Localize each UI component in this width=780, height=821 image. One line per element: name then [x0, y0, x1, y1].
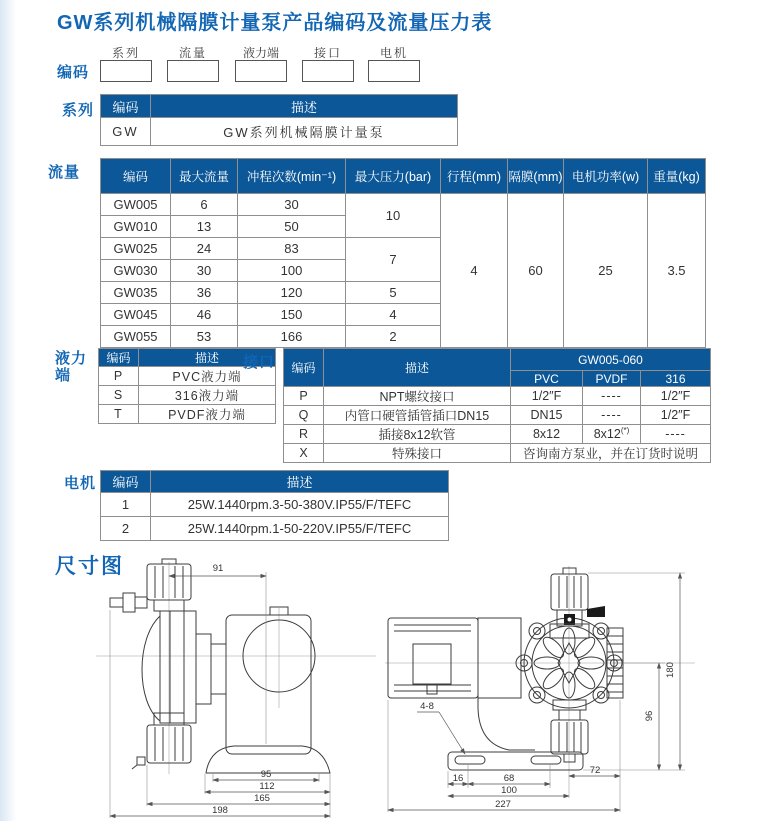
- dim-label: 96: [644, 710, 655, 722]
- table-row: [99, 405, 276, 424]
- dim-label: 227: [495, 799, 511, 810]
- dim-label: 91: [212, 563, 224, 574]
- flow-code: GW035: [101, 282, 171, 304]
- interface-pvdf-value: ----: [583, 406, 641, 425]
- flow-strokes: 150: [238, 304, 346, 326]
- flow-strokes: 166: [238, 326, 346, 348]
- flow-strokes: 83: [238, 238, 346, 260]
- flow-code: GW030: [101, 260, 171, 282]
- dim-label: 16: [452, 773, 464, 784]
- interface-desc: NPT螺纹接口: [324, 387, 511, 406]
- liquid-end-desc: 316液力端: [139, 386, 276, 405]
- interface-desc: 特殊接口: [324, 444, 511, 463]
- series-section-label: 系列: [62, 102, 95, 119]
- interface-316-value: ----: [641, 425, 711, 444]
- flow-max-flow: 13: [171, 216, 238, 238]
- flow-code: GW045: [101, 304, 171, 326]
- page-title: GW系列机械隔膜计量泵产品编码及流量压力表: [57, 12, 493, 34]
- coding-box-interface: [302, 60, 354, 82]
- table-row: [101, 118, 458, 146]
- table-row: [101, 194, 706, 216]
- interface-pvdf-value: 8x12(*): [583, 425, 641, 444]
- dim-label: 198: [212, 805, 228, 816]
- dim-label: 165: [254, 793, 270, 804]
- interface-code: Q: [284, 406, 324, 425]
- motor-housing: [226, 607, 315, 754]
- dim-label: 4-8: [420, 701, 434, 712]
- interface-desc: 内管口硬管插管插口DN15: [324, 406, 511, 425]
- motor-section-label: 电机: [64, 475, 97, 492]
- flow-code: GW055: [101, 326, 171, 348]
- vent-lever: [587, 606, 605, 617]
- motor-code: 2: [101, 517, 151, 541]
- flow-code: GW010: [101, 216, 171, 238]
- flow-header-diaphragm: 隔膜(mm): [508, 159, 564, 194]
- interface-header-316: 316: [641, 371, 711, 387]
- terminal-box: [413, 644, 451, 684]
- flow-header-max-pressure: 最大压力(bar): [346, 159, 441, 194]
- footnote-marker: (*): [620, 426, 630, 436]
- dim-label: 100: [501, 785, 517, 796]
- table-row: [101, 493, 449, 517]
- flow-section-label: 流量: [48, 164, 81, 181]
- interface-header-pvc: PVC: [511, 371, 583, 387]
- series-desc: GW系列机械隔膜计量泵: [151, 118, 458, 146]
- flow-pressure: 5: [346, 282, 441, 304]
- liquid-end-desc: PVDF液力端: [139, 405, 276, 424]
- interface-pvc-value: DN15: [511, 406, 583, 425]
- side-pipe: [110, 593, 147, 612]
- motor-table: [100, 470, 449, 541]
- motor-header-desc: 描述: [151, 471, 449, 493]
- coding-box-motor: [368, 60, 420, 82]
- motor-code: 1: [101, 493, 151, 517]
- flow-code: GW005: [101, 194, 171, 216]
- bottom-valve-knob: [132, 713, 191, 769]
- flow-header-code: 编码: [101, 159, 171, 194]
- liquid-end-code: T: [99, 405, 139, 424]
- series-table: [100, 94, 458, 146]
- series-header-code: 编码: [101, 95, 151, 118]
- bottom-valve-knob: [551, 700, 588, 762]
- table-row: [101, 517, 449, 541]
- flow-stroke-len-shared: 4: [441, 194, 508, 348]
- flow-pressure-merged: 7: [346, 238, 441, 282]
- coding-box-liquid-end: [235, 60, 287, 82]
- liquid-end-code: P: [99, 367, 139, 386]
- series-header-desc: 描述: [151, 95, 458, 118]
- motor-header-row: [101, 471, 449, 493]
- interface-note: 咨询南方泵业，并在订货时说明: [511, 444, 711, 463]
- liquid-end-header-code: 编码: [99, 349, 139, 367]
- flow-header-max-flow: 最大流量: [171, 159, 238, 194]
- coding-slot-label-interface: 接口: [313, 46, 342, 60]
- pump-front-view-drawing: [383, 558, 723, 820]
- dim-label: 95: [260, 769, 272, 780]
- flow-max-flow: 24: [171, 238, 238, 260]
- flow-max-flow: 30: [171, 260, 238, 282]
- flow-header-stroke-len: 行程(mm): [441, 159, 508, 194]
- table-row: [284, 425, 711, 444]
- dim-label: 68: [503, 773, 515, 784]
- flow-table: [100, 158, 706, 348]
- interface-316-value: 1/2″F: [641, 387, 711, 406]
- flow-strokes: 50: [238, 216, 346, 238]
- flow-header-motor-power: 电机功率(w): [564, 159, 648, 194]
- interface-header-row-1: [284, 349, 711, 371]
- flow-pressure: 2: [346, 326, 441, 348]
- motor-block: [388, 618, 478, 698]
- liquid-end-desc: PVC液力端: [139, 367, 276, 386]
- dim-label: 180: [665, 662, 676, 678]
- flow-strokes: 30: [238, 194, 346, 216]
- coding-section-label: 编码: [57, 64, 90, 81]
- interface-header-code: 编码: [284, 349, 324, 387]
- flow-max-flow: 6: [171, 194, 238, 216]
- coding-slot-label-motor: 电机: [379, 46, 408, 60]
- flow-weight-shared: 3.5: [648, 194, 706, 348]
- pump-side-view-drawing: [38, 558, 383, 820]
- flow-strokes: 100: [238, 260, 346, 282]
- dimensions-section-label: 尺寸图: [55, 555, 124, 578]
- flow-max-flow: 36: [171, 282, 238, 304]
- table-row: [284, 387, 711, 406]
- interface-section-label: 接口: [243, 354, 276, 371]
- flow-max-flow: 53: [171, 326, 238, 348]
- diaphragm-head: [142, 611, 226, 723]
- interface-header-group: GW005-060: [511, 349, 711, 371]
- coding-box-flow: [167, 60, 219, 82]
- interface-desc: 插接8x12软管: [324, 425, 511, 444]
- motor-desc: 25W.1440rpm.3-50-380V.IP55/F/TEFC: [151, 493, 449, 517]
- motor-header-code: 编码: [101, 471, 151, 493]
- interface-header-pvdf: PVDF: [583, 371, 641, 387]
- series-code: GW: [101, 118, 151, 146]
- flow-strokes: 120: [238, 282, 346, 304]
- table-row: [284, 444, 711, 463]
- interface-code: P: [284, 387, 324, 406]
- liquid-end-code: S: [99, 386, 139, 405]
- coding-box-series: [100, 60, 152, 82]
- flow-pressure-merged: 10: [346, 194, 441, 238]
- interface-pvc-value: 1/2″F: [511, 387, 583, 406]
- interface-pvdf-value: ----: [583, 387, 641, 406]
- flow-diaphragm-shared: 60: [508, 194, 564, 348]
- bracket-pedestal: [478, 618, 535, 750]
- left-edge-gradient: [0, 0, 16, 821]
- dim-label: 72: [589, 765, 601, 776]
- liquid-end-section-label: 液力端: [55, 350, 88, 384]
- flow-header-row: [101, 159, 706, 194]
- coding-slot-label-liquid-end: 液力端: [242, 46, 279, 60]
- motor-desc: 25W.1440rpm.1-50-220V.IP55/F/TEFC: [151, 517, 449, 541]
- interface-header-desc: 描述: [324, 349, 511, 387]
- flow-pressure: 4: [346, 304, 441, 326]
- flow-header-weight: 重量(kg): [648, 159, 706, 194]
- series-header-row: [101, 95, 458, 118]
- coding-slot-label-flow: 流量: [178, 46, 207, 60]
- interface-code: X: [284, 444, 324, 463]
- interface-table: [283, 348, 711, 463]
- flow-max-flow: 46: [171, 304, 238, 326]
- table-row: [284, 406, 711, 425]
- interface-code: R: [284, 425, 324, 444]
- interface-pvc-value: 8x12: [511, 425, 583, 444]
- coding-slot-label-series: 系列: [111, 46, 140, 60]
- liquid-end-header-desc: 描述: [139, 349, 276, 367]
- flow-code: GW025: [101, 238, 171, 260]
- flow-motor-power-shared: 25: [564, 194, 648, 348]
- dim-label: 112: [259, 781, 275, 792]
- flow-header-strokes: 冲程次数(min⁻¹): [238, 159, 346, 194]
- interface-316-value: 1/2″F: [641, 406, 711, 425]
- table-row: [99, 386, 276, 405]
